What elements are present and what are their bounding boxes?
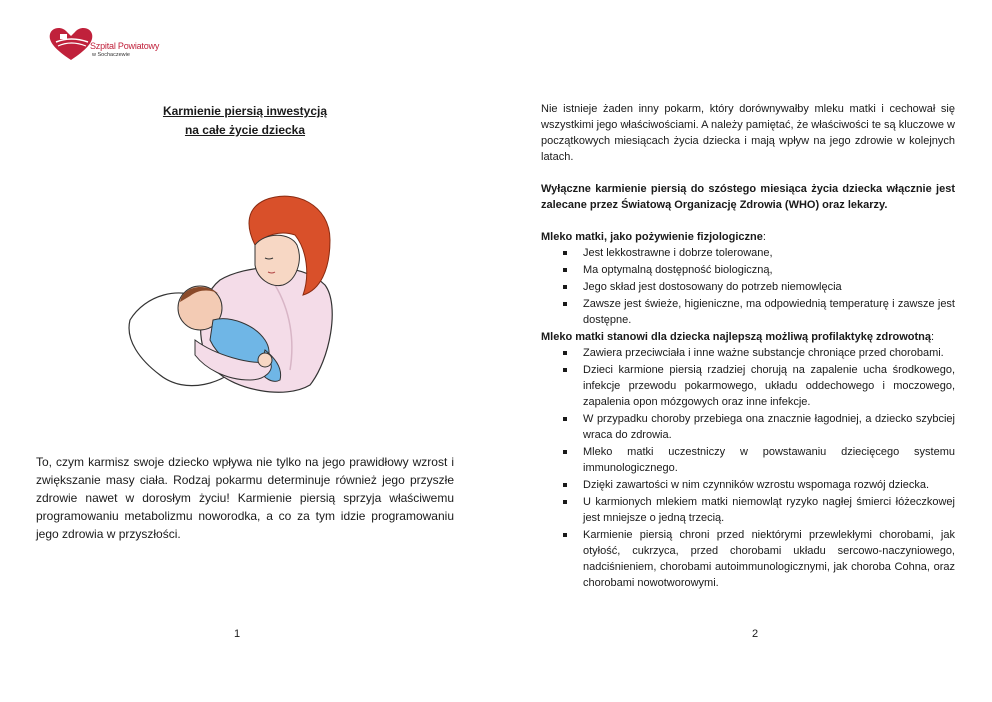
page-title	[120, 102, 370, 140]
heading-physiological: Mleko matki, jako pożywienie fizjologiczne:	[541, 231, 766, 243]
list-item: Jest lekkostrawne i dobrze tolerowane,	[583, 245, 955, 261]
paragraph-2: Wyłączne karmienie piersią do szóstego miesiąca życia dziecka włącznie jest zalecane przez Światową Organizację Zdrowia (WHO) oraz lekarzy.	[541, 183, 955, 211]
page-number-1: 1	[234, 628, 241, 640]
paragraph-1: Nie istnieje żaden inny pokarm, który dorównywałby mleku matki i cechował się wszystkimi jego właściwościami. A należy pamiętać, że właściwości te są kluczowe w początkowych miesiącach życia dziecka i mają wpływ na jego zdrowie w kolejnych latach.	[541, 103, 955, 163]
title-line-2: na całe życie dziecka	[184, 123, 306, 137]
list-prophylaxis	[541, 345, 955, 591]
list-item: Zawiera przeciwciała i inne ważne substancje chroniące przed chorobami.	[583, 345, 955, 361]
list-item: U karmionych mlekiem matki niemowląt ryzyko nagłej śmierci łóżeczkowej jest mniejsze o jedną trzecią.	[583, 496, 955, 524]
list-item: Zawsze jest świeże, higieniczne, ma odpowiednią temperaturę i zawsze jest dostępne.	[583, 298, 955, 326]
list-item: Jego skład jest dostosowany do potrzeb niemowlęcia	[583, 279, 955, 295]
list-item: Dzięki zawartości w nim czynników wzrostu wspomaga rozwój dziecka.	[583, 477, 955, 493]
logo-name: Szpital Powiatowy	[90, 41, 160, 51]
heart-logo-icon	[46, 24, 96, 64]
heading-prophylaxis: Mleko matki stanowi dla dziecka najlepszą możliwą profilaktykę zdrowotną:	[541, 331, 935, 343]
title-line-1: Karmienie piersią inwestycją	[162, 104, 328, 118]
list-physiological	[541, 245, 955, 328]
logo-subtitle: w Sochaczewie	[92, 52, 130, 58]
list-item: W przypadku choroby przebiega ona znacznie łagodniej, a dziecko szybciej wraca do zdrowia.	[583, 413, 955, 441]
list-item: Ma optymalną dostępność biologiczną,	[583, 262, 955, 278]
breastfeeding-illustration	[125, 190, 345, 400]
list-item: Dzieci karmione piersią rzadziej chorują na zapalenie ucha środkowego, infekcje przewodu pokarmowego, układu oddechowego i moczowego, zapalenia opon mózgowych oraz inne infekcje.	[583, 364, 955, 408]
intro-paragraph: To, czym karmisz swoje dziecko wpływa nie tylko na jego prawidłowy wzrost i zwiększanie masy ciała. Rodzaj pokarmu determinuje również jego przyszłe zdrowie nawet w dorosłym życiu! Karmienie piersią sprzyja właściwemu programowaniu metabolizmu noworodka, a co za tym idzie programowaniu jego zdrowia w przyszłości.	[36, 455, 454, 541]
list-item: Mleko matki uczestniczy w powstawaniu dziecięcego systemu immunologicznego.	[583, 446, 955, 474]
list-item: Karmienie piersią chroni przed niektórymi przewlekłymi chorobami, jak otyłość, cukrzyca, przed chorobami układu sercowo-naczyniowego, nadciśnieniem, chorobami autoimmunologicznymi, jak choroba Cohna, oraz chorobami nowotworowymi.	[583, 529, 955, 589]
page-2-content	[541, 101, 955, 592]
page-number-2: 2	[752, 628, 759, 640]
